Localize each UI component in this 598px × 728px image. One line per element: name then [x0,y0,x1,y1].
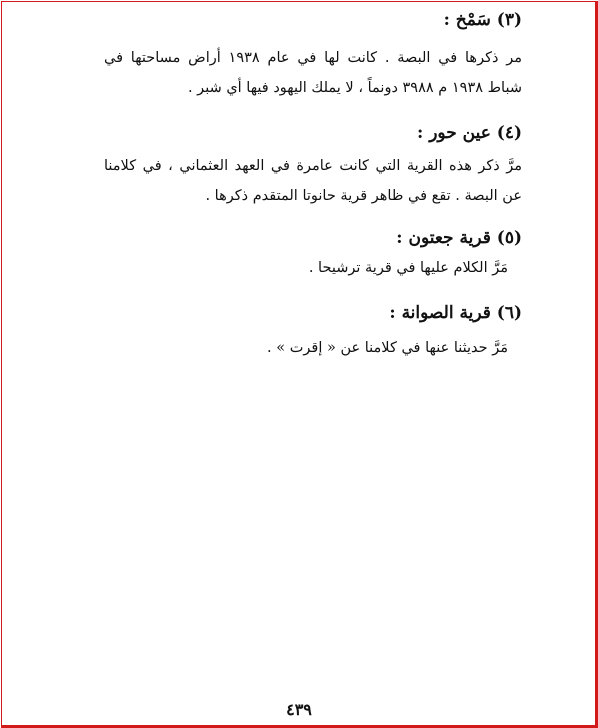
section-heading-6: (٦) قرية الصوانة : [389,303,522,323]
section-heading-4: (٤) عين حور : [417,123,522,143]
section-heading-3: (٣) سَمْخ : [443,10,522,30]
section-4-line-1: مرَّ ذكر هذه القرية التي كانت عامرة في العهد العثماني ، في كلامنا [104,158,522,174]
section-3-line-1: مر ذكرها في البصة . كانت لها في عام ١٩٣٨ أراض مساحتها في [104,50,522,66]
section-6-line-1: مَرَّ حديثنا عنها في كلامنا عن « إقرت » . [267,340,508,356]
section-5-line-1: مَرَّ الكلام عليها في قرية ترشيحا . [308,260,508,276]
page-number: ٤٣٩ [286,700,312,719]
section-heading-5: (٥) قرية جعتون : [396,228,522,248]
section-4-line-2: عن البصة . تقع في ظاهر قرية حانوتا المتقدم ذكرها . [205,188,522,204]
section-3-line-2: شباط ١٩٣٨ م ٣٩٨٨ دونماً ، لا يملك اليهود فيها أي شبر . [187,80,522,96]
